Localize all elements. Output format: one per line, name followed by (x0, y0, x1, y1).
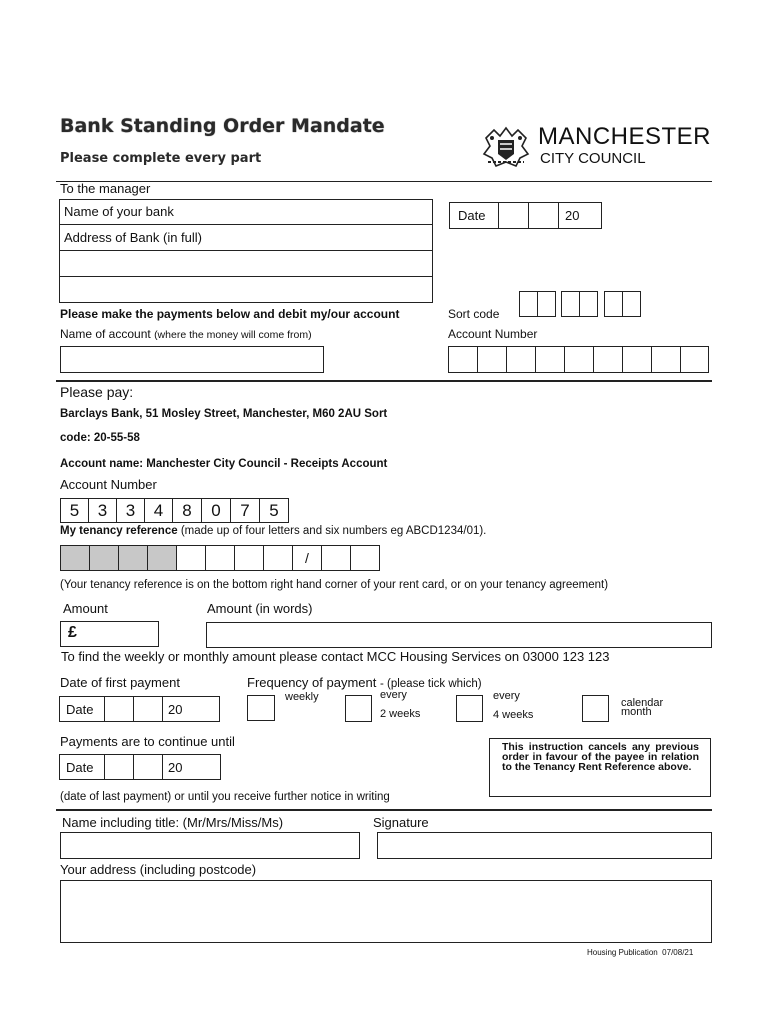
bank-name-label: Name of your bank (64, 204, 174, 219)
council-crest-icon (480, 124, 532, 170)
sort-code-digit[interactable] (604, 291, 623, 317)
last-payment-date-field[interactable] (59, 754, 221, 780)
account-number-digit[interactable] (477, 346, 507, 373)
tenancy-ref-label (60, 525, 486, 537)
footer-publication-text: Housing Publication (587, 948, 658, 957)
four-weeks-checkbox[interactable] (456, 695, 483, 722)
logo-line1: MANCHESTER (538, 123, 712, 150)
tenancy-letter-cell[interactable] (60, 545, 90, 571)
account-number-digit[interactable] (506, 346, 536, 373)
two-weeks-label-a: every (380, 689, 407, 701)
name-field[interactable] (60, 832, 360, 859)
frequency-label (247, 675, 482, 690)
bank-address-field-3[interactable] (59, 276, 433, 303)
account-number-digit[interactable] (535, 346, 565, 373)
account-digit: 3 (88, 498, 117, 523)
tenancy-location-note: (Your tenancy reference is on the bottom right hand corner of your rent card, or on your tenancy agreement) (60, 579, 609, 591)
date-day-cell[interactable] (104, 754, 134, 780)
two-weeks-checkbox[interactable] (345, 695, 372, 722)
footer-date: 07/08/21 (662, 948, 694, 957)
bank-address-label: Address of Bank (in full) (64, 230, 203, 245)
please-pay-label: Please pay: (60, 384, 134, 400)
first-payment-date-label: Date (59, 696, 105, 722)
last-payment-date-label: Date (59, 754, 105, 780)
account-digit: 8 (172, 498, 202, 523)
tenancy-number-cell[interactable] (350, 545, 380, 571)
account-digit: 0 (201, 498, 231, 523)
sort-code-label: Sort code (448, 307, 500, 321)
date-field[interactable] (449, 202, 602, 229)
payee-account-name: Account name: Manchester City Council - Receipts Account (60, 458, 388, 470)
account-number-digit[interactable] (593, 346, 623, 373)
amount-field[interactable] (60, 621, 159, 647)
last-payment-note: (date of last payment) or until you receive further notice in writing (60, 791, 390, 803)
account-number-digit[interactable] (564, 346, 594, 373)
monthly-label-b: month (621, 706, 652, 718)
date-year-cell[interactable]: 20 (162, 696, 220, 722)
date-year-cell[interactable]: 20 (558, 202, 602, 229)
page-title: Bank Standing Order Mandate (60, 115, 385, 137)
account-digit: 7 (230, 498, 260, 523)
account-digit: 4 (144, 498, 173, 523)
signature-label: Signature (373, 815, 429, 830)
date-day-cell[interactable] (498, 202, 529, 229)
currency-symbol: £ (68, 624, 77, 641)
bank-address-field-2[interactable] (59, 250, 433, 277)
account-number-digit[interactable] (622, 346, 652, 373)
tenancy-ref-field[interactable] (60, 545, 380, 571)
contact-note: To find the weekly or monthly amount please contact MCC Housing Services on 03000 123 123 (61, 649, 610, 664)
bank-name-field[interactable] (59, 199, 433, 225)
sort-code-pair-3[interactable] (604, 291, 641, 317)
monthly-checkbox[interactable] (582, 695, 609, 722)
account-digit: 5 (60, 498, 89, 523)
weekly-option-label: weekly (285, 691, 319, 703)
sort-code-pair-2[interactable] (561, 291, 598, 317)
footer-publication (587, 948, 693, 957)
date-year-cell[interactable]: 20 (162, 754, 221, 780)
page-subtitle: Please complete every part (60, 151, 262, 166)
cancel-notice-text: This instruction cancels any previous order in favour of the payee in relation to the Tenancy Rent Reference above. (502, 741, 699, 773)
payments-instruction: Please make the payments below and debit my/our account (60, 307, 400, 321)
tenancy-number-cell[interactable] (234, 545, 264, 571)
amount-label: Amount (63, 601, 108, 616)
account-name-field[interactable] (60, 346, 324, 373)
amount-words-label: Amount (in words) (207, 601, 313, 616)
tenancy-ref-label-text: My tenancy reference (60, 525, 178, 537)
account-number-digit[interactable] (680, 346, 709, 373)
date-month-cell[interactable] (133, 754, 163, 780)
sort-code-digit[interactable] (519, 291, 538, 317)
tenancy-ref-hint: (made up of four letters and six numbers eg ABCD1234/01). (180, 525, 487, 537)
account-name-label (60, 327, 312, 341)
account-name-hint: (where the money will come from) (154, 329, 312, 341)
two-weeks-label-b: 2 weeks (380, 708, 421, 720)
frequency-hint: - (please tick which) (379, 678, 482, 690)
account-number-label: Account Number (448, 327, 538, 341)
frequency-label-text: Frequency of payment (247, 675, 377, 690)
logo-line2: CITY COUNCIL (540, 150, 646, 167)
first-payment-label: Date of first payment (60, 675, 180, 690)
tenancy-number-cell[interactable] (205, 545, 235, 571)
cancel-notice-box (489, 738, 711, 797)
account-number-digit[interactable] (448, 346, 478, 373)
tenancy-number-cell[interactable] (321, 545, 351, 571)
sort-code-digit[interactable] (537, 291, 556, 317)
payee-bank-line1: Barclays Bank, 51 Mosley Street, Manchester, M60 2AU Sort (60, 408, 388, 420)
tenancy-number-cell[interactable] (176, 545, 206, 571)
amount-words-field[interactable] (206, 622, 712, 648)
sort-code-digit[interactable] (622, 291, 641, 317)
signature-field[interactable] (377, 832, 712, 859)
four-weeks-label-b: 4 weeks (493, 709, 534, 721)
payee-account-number (60, 498, 289, 523)
tenancy-letter-cell[interactable] (118, 545, 148, 571)
account-number-field[interactable] (448, 346, 709, 373)
divider (56, 380, 712, 382)
first-payment-date-field[interactable] (59, 696, 220, 722)
weekly-checkbox[interactable] (247, 695, 275, 721)
sort-code-digit[interactable] (561, 291, 580, 317)
tenancy-number-cell[interactable] (263, 545, 293, 571)
payee-bank-line2: code: 20-55-58 (60, 432, 140, 444)
divider (56, 809, 712, 811)
sort-code-pair-1[interactable] (519, 291, 556, 317)
monthly-label-a: calendar (621, 697, 664, 709)
date-label: Date (449, 202, 499, 229)
payee-account-number-label: Account Number (60, 477, 157, 492)
name-label: Name including title: (Mr/Mrs/Miss/Ms) (62, 815, 284, 830)
to-manager-label: To the manager (60, 181, 151, 196)
sort-code-digit[interactable] (579, 291, 598, 317)
account-digit: 3 (116, 498, 145, 523)
date-month-cell[interactable] (133, 696, 163, 722)
account-number-digit[interactable] (651, 346, 681, 373)
divider (56, 181, 712, 182)
tenancy-letter-cell[interactable] (89, 545, 119, 571)
tenancy-letter-cell[interactable] (147, 545, 177, 571)
date-month-cell[interactable] (528, 202, 559, 229)
address-field[interactable] (60, 880, 712, 943)
date-day-cell[interactable] (104, 696, 134, 722)
address-label: Your address (including postcode) (60, 862, 257, 877)
account-name-label-text: Name of account (60, 327, 151, 341)
account-digit: 5 (259, 498, 289, 523)
bank-address-field-1[interactable] (59, 224, 433, 251)
tenancy-separator: / (292, 545, 322, 571)
continue-until-label: Payments are to continue until (60, 734, 235, 749)
four-weeks-label-a: every (493, 690, 520, 702)
